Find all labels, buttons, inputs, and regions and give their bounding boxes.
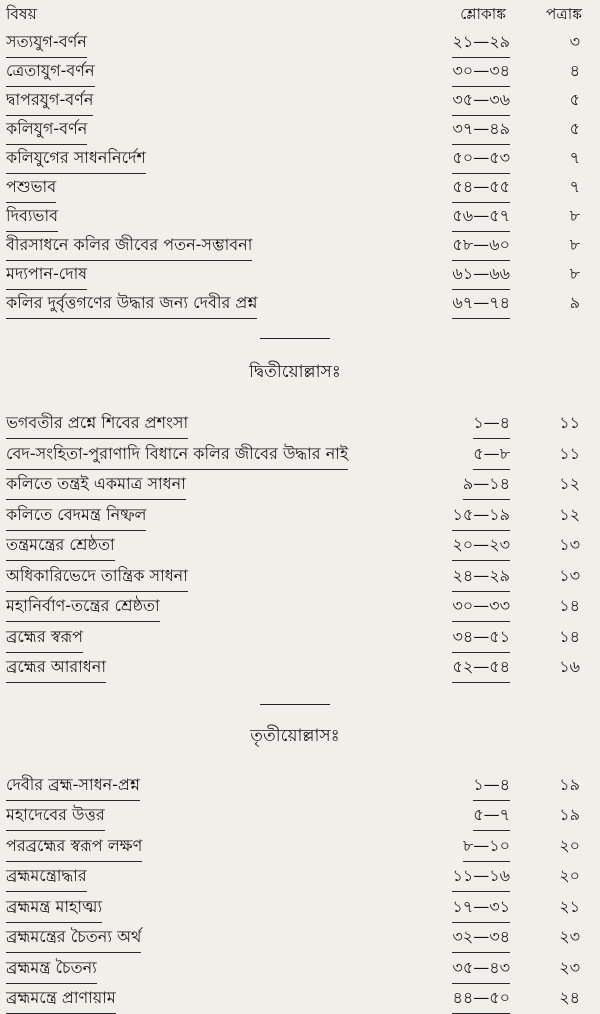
toc-row [6, 113, 584, 142]
toc-verse-range: ৫০—৫৩ [452, 145, 510, 174]
section-2-title: দ্বিতীয়োল্লাসঃ [249, 362, 341, 382]
toc-row [6, 769, 584, 800]
toc-verse-range: ৩০—৩৪ [452, 58, 510, 87]
toc-row [6, 142, 584, 171]
toc-row [6, 200, 584, 229]
toc-page-number: ১৩ [559, 565, 580, 585]
toc-verse-range: ২০—২৩ [452, 532, 510, 561]
toc-page-number: ৮ [569, 206, 580, 225]
toc-page-number: ১১ [559, 413, 580, 432]
toc-entry-title: কলিতে বেদমন্ত্র নিষ্ফল [6, 502, 146, 531]
toc-page-number: ১৯ [559, 774, 580, 794]
toc-verse-range: ৫২—৫৪ [452, 654, 510, 683]
toc-row [6, 590, 584, 621]
toc-page-number: ৫ [569, 119, 580, 138]
toc-entry-title: সত্যযুগ-বর্ণন [6, 29, 87, 58]
toc-verse-range: ৮—১০ [463, 833, 510, 862]
toc-row [6, 55, 584, 84]
section-3-list [6, 769, 584, 1013]
toc-page-number: ২০ [559, 835, 580, 855]
toc-row [6, 982, 584, 1013]
toc-page-number: ১৯ [559, 805, 580, 824]
toc-row [6, 830, 584, 861]
toc-page-number: ২০ [559, 866, 580, 885]
toc-verse-range: ২১—২৯ [452, 29, 510, 58]
toc-entry-title: ব্রহ্মমন্ত্রোদ্ধার [6, 863, 87, 892]
toc-page-number: ২১ [559, 896, 580, 916]
toc-entry-title: কলিতে তন্ত্রই একমাত্র সাধনা [6, 471, 186, 500]
toc-row [6, 438, 584, 469]
toc-entry-title: বেদ-সংহিতা-পুরাণাদি বিধানে কলির জীবের উদ্ধার নাই [6, 441, 348, 470]
toc-verse-range: ৫৮—৬০ [452, 232, 510, 261]
toc-row [6, 651, 584, 682]
toc-page-number: ৮ [569, 264, 580, 283]
toc-entry-title: দিব্যভাব [6, 203, 58, 232]
toc-verse-range: ৩৪—৫১ [452, 624, 510, 653]
toc-entry-title: ব্রহ্মের স্বরূপ [6, 624, 83, 653]
toc-row [6, 621, 584, 652]
toc-entry-title: ব্রহ্মমন্ত্র মাহাত্ম্য [6, 894, 102, 923]
toc-entry-title: মদ্যপান-দোষ [6, 261, 87, 290]
toc-page-number: ৯ [569, 293, 580, 312]
toc-page-number: ১২ [559, 474, 580, 493]
toc-entry-title: কলিযুগ-বর্ণন [6, 116, 87, 145]
toc-entry-title: দেবীর ব্রহ্ম-সাধন-প্রশ্ন [6, 772, 140, 801]
toc-page-number: ২৩ [559, 957, 580, 977]
toc-verse-range: ৯—১৪ [463, 471, 510, 500]
toc-row [6, 287, 584, 316]
toc-row [6, 921, 584, 952]
toc-page-number: ২৩ [559, 927, 580, 946]
column-header-row [6, 0, 584, 26]
toc-entry-title: ব্রহ্মমন্ত্রে প্রাণায়াম [6, 985, 116, 1014]
toc-page-number: ১১ [559, 443, 580, 463]
toc-page-number: ১৩ [559, 535, 580, 554]
page-column-header: পত্রাঙ্ক [545, 5, 582, 23]
toc-verse-range: ২৪—২৯ [452, 563, 510, 592]
section-3-title: তৃতীয়োল্লাসঃ [250, 725, 340, 746]
toc-entry-title: বীরসাধনে কলির জীবের পতন-সম্ভাবনা [6, 232, 252, 261]
toc-row [6, 799, 584, 830]
toc-verse-range: ১—৪ [473, 410, 510, 439]
toc-verse-range: ৩৫—৩৬ [452, 87, 510, 116]
toc-page-number: ১৪ [559, 626, 580, 646]
toc-entry-title: পশুভাব [6, 174, 56, 203]
toc-verse-range: ৫—৭ [473, 802, 510, 831]
toc-row [6, 171, 584, 200]
toc-entry-title: মহানির্বাণ-তন্ত্রের শ্রেষ্ঠতা [6, 593, 160, 622]
toc-verse-range: ৩০—৩৩ [452, 593, 510, 622]
verse-column-header: শ্লোকাঙ্ক [460, 5, 506, 23]
toc-page-number: ১২ [559, 504, 580, 524]
toc-verse-range: ৫৪—৫৫ [452, 174, 510, 203]
toc-verse-range: ৬১—৬৬ [452, 261, 510, 290]
toc-row [6, 560, 584, 591]
toc-page-number: ৩ [569, 32, 580, 51]
toc-verse-range: ৫—৮ [473, 441, 510, 470]
section-2-list [6, 407, 584, 682]
toc-page-number: ৭ [569, 148, 580, 167]
toc-verse-range: ৪৪—৫০ [452, 985, 510, 1014]
toc-verse-range: ৫৬—৫৭ [452, 203, 510, 232]
toc-row [6, 499, 584, 530]
toc-entry-title: পরব্রহ্মের স্বরূপ লক্ষণ [6, 833, 142, 862]
toc-row [6, 891, 584, 922]
toc-page-number: ১৬ [559, 657, 580, 676]
toc-entry-title: ত্রেতাযুগ-বর্ণন [6, 58, 95, 87]
toc-entry-title: মহাদেবের উত্তর [6, 802, 105, 831]
toc-row [6, 26, 584, 55]
toc-entry-title: দ্বাপরযুগ-বর্ণন [6, 87, 93, 116]
toc-entry-title: তন্ত্রমন্ত্রের শ্রেষ্ঠতা [6, 532, 115, 561]
toc-row [6, 952, 584, 983]
toc-verse-range: ৩২—৩৪ [452, 924, 510, 953]
toc-verse-range: ১৫—১৯ [452, 502, 510, 531]
toc-verse-range: ৩৫—৪৩ [452, 955, 510, 984]
subject-column-header: বিষয় [6, 5, 37, 23]
toc-row [6, 407, 584, 438]
toc-entry-title: কলির দুর্বৃত্তগণের উদ্ধার জন্য দেবীর প্রশ্ন [6, 290, 257, 319]
toc-row [6, 258, 584, 287]
toc-page-number: ৫ [569, 90, 580, 109]
toc-entry-title: ব্রহ্মমন্ত্রের চৈতন্য অর্থ [6, 924, 141, 953]
toc-verse-range: ১—৪ [473, 772, 510, 801]
toc-row [6, 468, 584, 499]
toc-entry-title: ব্রহ্মমন্ত্র চৈতন্য [6, 955, 97, 984]
toc-row [6, 529, 584, 560]
toc-verse-range: ৬৭—৭৪ [452, 290, 510, 319]
toc-verse-range: ১৭—৩১ [452, 894, 510, 923]
toc-page-number: ৮ [569, 235, 580, 254]
toc-page-number: ১৪ [559, 596, 580, 615]
toc-entry-title: ভগবতীর প্রশ্নে শিবের প্রশংসা [6, 410, 188, 439]
toc-row [6, 229, 584, 258]
section-1-list [6, 26, 584, 316]
toc-row [6, 860, 584, 891]
toc-page-number: ৭ [569, 177, 580, 196]
toc-verse-range: ১১—১৬ [452, 863, 510, 892]
toc-page-number: ৪ [569, 61, 580, 80]
toc-entry-title: অধিকারিভেদে তান্ত্রিক সাধনা [6, 563, 188, 592]
toc-verse-range: ৩৭—৪৯ [452, 116, 510, 145]
toc-entry-title: কলিযুগের সাধননির্দেশ [6, 145, 146, 174]
toc-page-number: ২৪ [559, 988, 580, 1007]
toc-entry-title: ব্রহ্মের আরাধনা [6, 654, 106, 683]
toc-row [6, 84, 584, 113]
